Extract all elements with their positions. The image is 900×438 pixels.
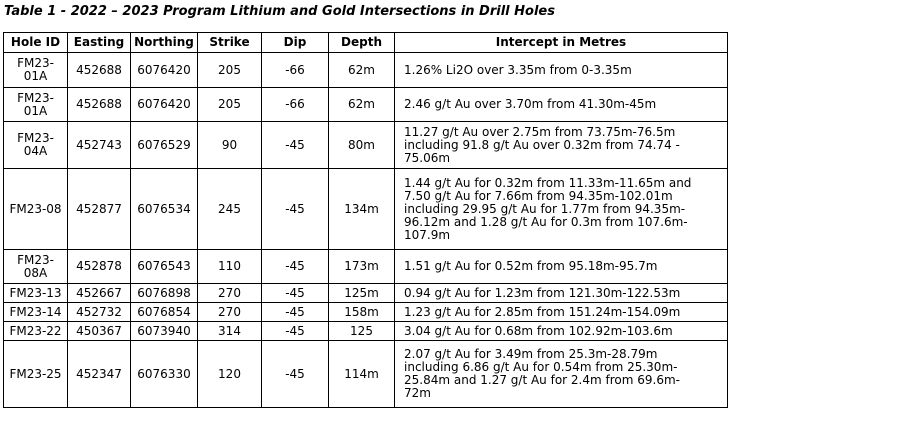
table-row [4, 88, 728, 122]
depth-cell: 125 [329, 322, 395, 341]
easting-cell: 452688 [68, 88, 131, 122]
depth-cell: 114m [329, 341, 395, 408]
intercept-line: 25.84m and 1.27 g/t Au for 2.4m from 69.6m- [404, 373, 680, 387]
strike-cell: 270 [198, 284, 262, 303]
strike-cell: 90 [198, 122, 262, 169]
hole-id-line: FM23-08 [9, 201, 62, 216]
dip-cell: -45 [262, 341, 329, 408]
northing-cell: 6076543 [131, 250, 198, 284]
intercept-line: 1.44 g/t Au for 0.32m from 11.33m-11.65m and [404, 175, 692, 190]
intercept-cell [395, 53, 728, 88]
table-row [4, 303, 728, 322]
intercept-cell [395, 341, 728, 408]
hole-id-cell [4, 122, 68, 169]
header-hole-id: Hole ID [4, 33, 68, 53]
hole-id-cell [4, 250, 68, 284]
strike-cell: 205 [198, 88, 262, 122]
hole-id-cell [4, 322, 68, 341]
header-depth: Depth [329, 33, 395, 53]
intercept-line: 0.94 g/t Au for 1.23m from 121.30m-122.53m [404, 285, 681, 300]
hole-id-line: 08A [23, 265, 48, 280]
dip-cell: -45 [262, 122, 329, 169]
drill-intersections-table [3, 32, 728, 408]
table-body [4, 53, 728, 408]
strike-cell: 314 [198, 322, 262, 341]
intercept-line: 1.23 g/t Au for 2.85m from 151.24m-154.09m [404, 304, 681, 319]
strike-cell: 120 [198, 341, 262, 408]
table-row [4, 250, 728, 284]
dip-cell: -45 [262, 250, 329, 284]
intercept-line: 3.04 g/t Au for 0.68m from 102.92m-103.6m [404, 323, 673, 338]
depth-cell: 158m [329, 303, 395, 322]
depth-cell: 173m [329, 250, 395, 284]
intercept-line: 2.07 g/t Au for 3.49m from 25.3m-28.79m [404, 347, 658, 361]
intercept-line: 75.06m [404, 150, 451, 165]
hole-id-line: FM23-13 [9, 285, 62, 300]
strike-cell: 245 [198, 169, 262, 250]
table-row [4, 169, 728, 250]
hole-id-line: FM23-25 [9, 366, 62, 381]
intercept-cell [395, 122, 728, 169]
hole-id-line: 01A [23, 69, 48, 83]
intercept-line: 2.46 g/t Au over 3.70m from 41.30m-45m [404, 97, 657, 111]
table-caption: Table 1 - 2022 – 2023 Program Lithium and Gold Intersections in Drill Holes [4, 4, 555, 19]
table-row [4, 284, 728, 303]
depth-cell: 134m [329, 169, 395, 250]
easting-cell: 452347 [68, 341, 131, 408]
intercept-cell [395, 322, 728, 341]
table-row [4, 122, 728, 169]
header-easting: Easting [68, 33, 131, 53]
hole-id-line: 04A [23, 144, 48, 158]
header-dip: Dip [262, 33, 329, 53]
hole-id-cell [4, 303, 68, 322]
easting-cell: 452667 [68, 284, 131, 303]
hole-id-cell [4, 169, 68, 250]
dip-cell: -66 [262, 53, 329, 88]
hole-id-line: FM23-22 [9, 323, 62, 338]
easting-cell: 450367 [68, 322, 131, 341]
easting-cell: 452877 [68, 169, 131, 250]
dip-cell: -45 [262, 322, 329, 341]
northing-cell: 6076420 [131, 53, 198, 88]
strike-cell: 270 [198, 303, 262, 322]
intercept-cell [395, 169, 728, 250]
easting-cell: 452878 [68, 250, 131, 284]
northing-cell: 6076854 [131, 303, 198, 322]
hole-id-line: FM23- [17, 90, 54, 105]
dip-cell: -45 [262, 303, 329, 322]
header-strike: Strike [198, 33, 262, 53]
easting-cell: 452732 [68, 303, 131, 322]
depth-cell: 125m [329, 284, 395, 303]
depth-cell: 62m [329, 53, 395, 88]
hole-id-line: FM23-14 [9, 304, 62, 319]
dip-cell: -45 [262, 169, 329, 250]
intercept-line: including 91.8 g/t Au over 0.32m from 74.74 - [404, 137, 680, 152]
northing-cell: 6076898 [131, 284, 198, 303]
table-row [4, 53, 728, 88]
dip-cell: -45 [262, 284, 329, 303]
northing-cell: 6076529 [131, 122, 198, 169]
intercept-line: 96.12m and 1.28 g/t Au for 0.3m from 107.6m- [404, 214, 688, 229]
northing-cell: 6073940 [131, 322, 198, 341]
northing-cell: 6076330 [131, 341, 198, 408]
intercept-cell [395, 88, 728, 122]
depth-cell: 62m [329, 88, 395, 122]
table-row [4, 322, 728, 341]
hole-id-cell [4, 53, 68, 88]
header-row [4, 33, 728, 53]
table-row [4, 341, 728, 408]
dip-cell: -66 [262, 88, 329, 122]
intercept-line: including 29.95 g/t Au for 1.77m from 94.35m- [404, 201, 686, 216]
depth-cell: 80m [329, 122, 395, 169]
intercept-cell [395, 303, 728, 322]
northing-cell: 6076420 [131, 88, 198, 122]
strike-cell: 110 [198, 250, 262, 284]
strike-cell: 205 [198, 53, 262, 88]
hole-id-line: 01A [23, 103, 48, 118]
header-northing: Northing [131, 33, 198, 53]
northing-cell: 6076534 [131, 169, 198, 250]
hole-id-line: FM23- [17, 56, 54, 70]
intercept-cell [395, 250, 728, 284]
intercept-line: 7.50 g/t Au for 7.66m from 94.35m-102.01m [404, 188, 673, 203]
intercept-line: 107.9m [404, 227, 451, 242]
easting-cell: 452688 [68, 53, 131, 88]
hole-id-line: FM23- [17, 252, 54, 267]
hole-id-cell [4, 341, 68, 408]
intercept-line: including 6.86 g/t Au for 0.54m from 25.30m- [404, 360, 678, 374]
easting-cell: 452743 [68, 122, 131, 169]
intercept-line: 1.51 g/t Au for 0.52m from 95.18m-95.7m [404, 259, 658, 273]
intercept-line: 11.27 g/t Au over 2.75m from 73.75m-76.5m [404, 124, 676, 139]
hole-id-cell [4, 284, 68, 303]
hole-id-line: FM23- [17, 131, 54, 145]
hole-id-cell [4, 88, 68, 122]
header-intercept: Intercept in Metres [395, 33, 728, 53]
intercept-line: 72m [404, 386, 431, 400]
intercept-cell [395, 284, 728, 303]
intercept-line: 1.26% Li2O over 3.35m from 0-3.35m [404, 62, 632, 77]
